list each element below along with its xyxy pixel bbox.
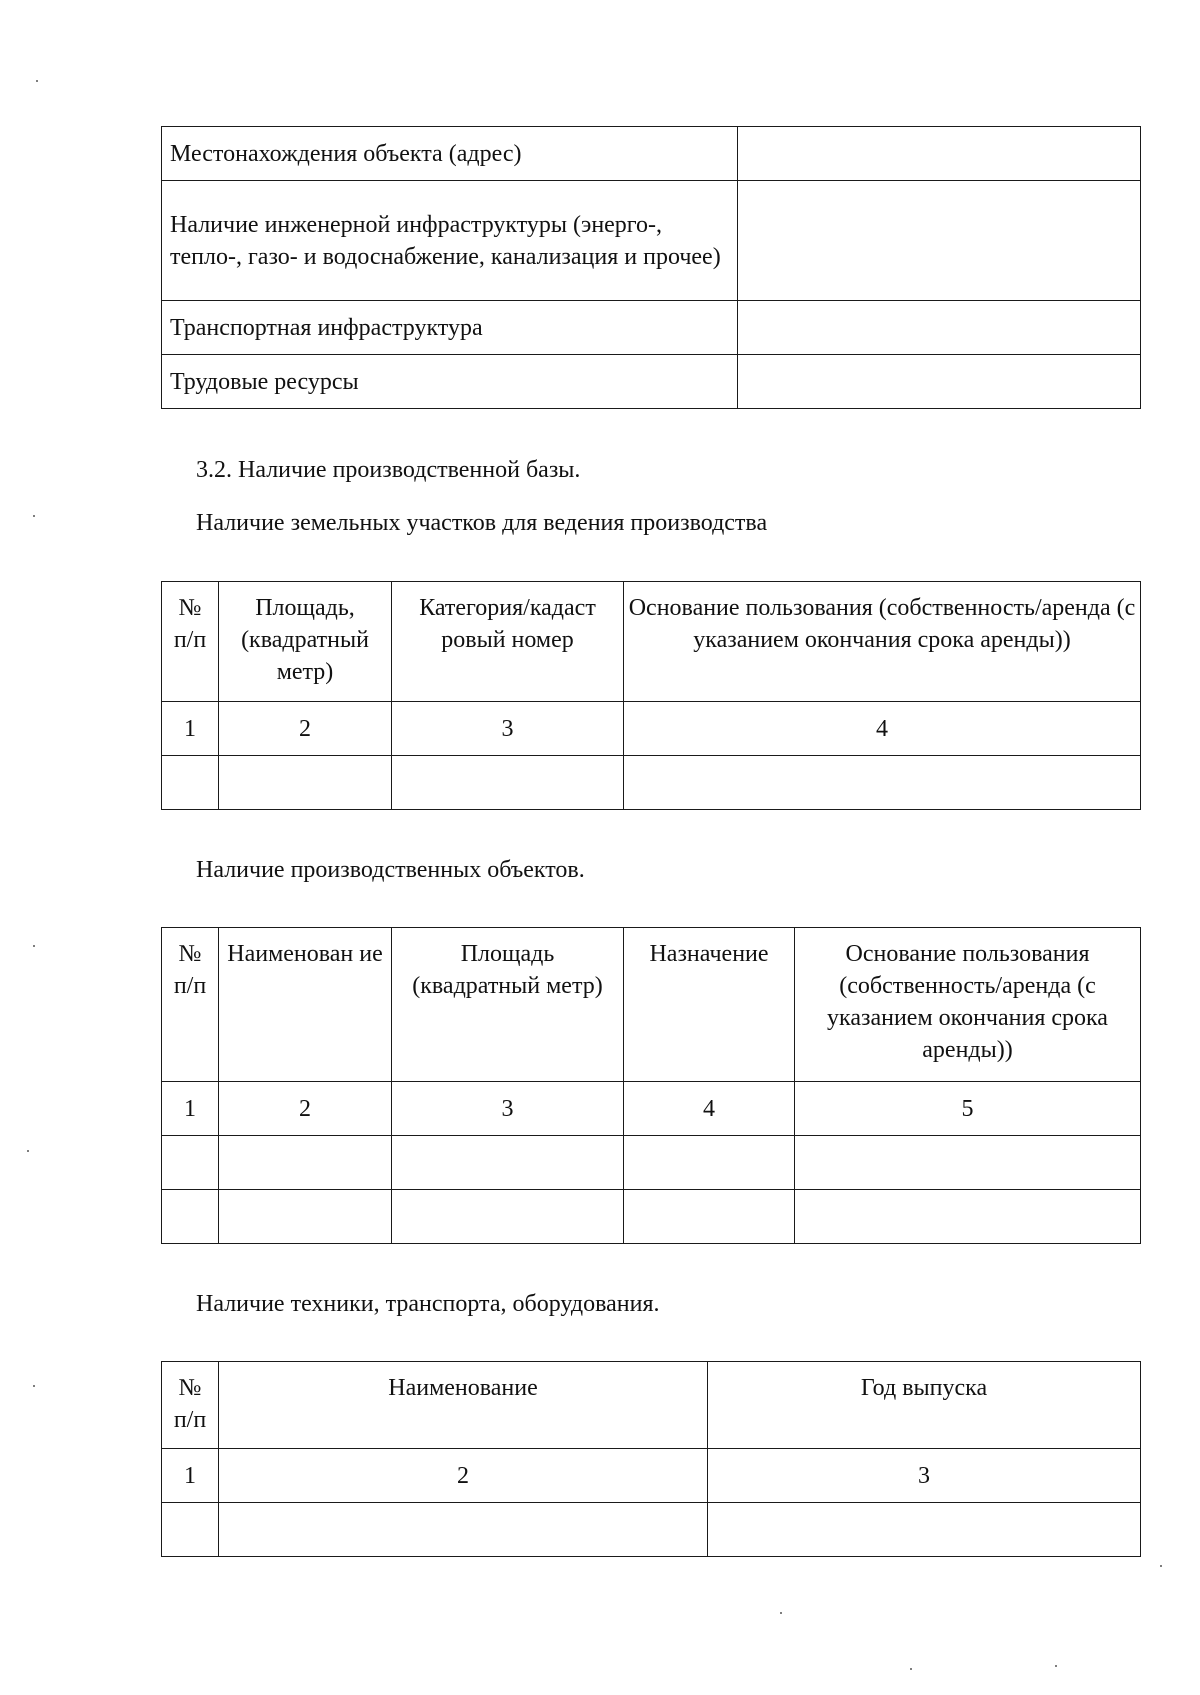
table-row [162,1503,1141,1557]
scan-speck [27,1150,29,1152]
empty-cell [624,1136,795,1190]
column-number: 3 [392,702,624,756]
col-header-area: Площадь (квадратный метр) [392,928,624,1082]
empty-cell [392,1136,624,1190]
table-row [162,1190,1141,1244]
table-row [162,756,1141,810]
table-row [162,1136,1141,1190]
scan-speck [1160,1565,1162,1567]
scan-speck [910,1668,912,1670]
column-number: 1 [162,702,219,756]
empty-cell [795,1190,1141,1244]
col-header-basis: Основание пользования (собственность/аренда (с указанием окончания срока аренды)) [624,582,1141,702]
scan-speck [1055,1665,1057,1667]
location-value [738,127,1141,181]
empty-cell [219,1503,708,1557]
infrastructure-value [738,181,1141,301]
column-number-row [162,1082,1141,1136]
scan-speck [33,945,35,947]
transport-value [738,301,1141,355]
empty-cell [708,1503,1141,1557]
table-row [162,355,1141,409]
empty-cell [219,1190,392,1244]
land-table [161,581,1141,810]
col-header-number: № п/п [162,928,219,1082]
location-table [161,126,1141,409]
column-number: 5 [795,1082,1141,1136]
column-number-row [162,1449,1141,1503]
table-row [162,301,1141,355]
col-header-number: № п/п [162,1362,219,1449]
empty-cell [624,1190,795,1244]
empty-cell [219,756,392,810]
equipment-caption: Наличие техники, транспорта, оборудования. [196,1291,660,1317]
land-caption: Наличие земельных участков для ведения производства [196,510,768,536]
infrastructure-label: Наличие инженерной инфраструктуры (энерго-, тепло-, газо- и водоснабжение, канализация и прочее) [162,181,738,301]
column-number-row [162,702,1141,756]
table-row [162,127,1141,181]
scan-speck [36,80,38,82]
transport-label: Транспортная инфраструктура [162,301,738,355]
table-header-row [162,1362,1141,1449]
labor-label: Трудовые ресурсы [162,355,738,409]
table-row [162,181,1141,301]
scan-speck [33,515,35,517]
objects-caption: Наличие производственных объектов. [196,857,585,883]
column-number: 2 [219,702,392,756]
empty-cell [162,1190,219,1244]
column-number: 1 [162,1449,219,1503]
labor-value [738,355,1141,409]
location-label: Местонахождения объекта (адрес) [162,127,738,181]
col-header-name: Наименован ие [219,928,392,1082]
col-header-category: Категория/кадаст ровый номер [392,582,624,702]
col-header-basis: Основание пользования (собственность/аренда (с указанием окончания срока аренды)) [795,928,1141,1082]
column-number: 4 [624,1082,795,1136]
empty-cell [162,1136,219,1190]
empty-cell [392,756,624,810]
col-header-number: № п/п [162,582,219,702]
equipment-table [161,1361,1141,1557]
column-number: 3 [708,1449,1141,1503]
empty-cell [795,1136,1141,1190]
scan-speck [33,1385,35,1387]
table-header-row [162,582,1141,702]
column-number: 2 [219,1449,708,1503]
objects-table [161,927,1141,1244]
col-header-area: Площадь, (квадратный метр) [219,582,392,702]
col-header-name: Наименование [219,1362,708,1449]
table-header-row [162,928,1141,1082]
scan-speck [780,1612,782,1614]
empty-cell [392,1190,624,1244]
empty-cell [162,1503,219,1557]
empty-cell [219,1136,392,1190]
column-number: 1 [162,1082,219,1136]
column-number: 2 [219,1082,392,1136]
empty-cell [162,756,219,810]
column-number: 4 [624,702,1141,756]
col-header-purpose: Назначение [624,928,795,1082]
col-header-year: Год выпуска [708,1362,1141,1449]
section-heading: 3.2. Наличие производственной базы. [196,457,581,483]
empty-cell [624,756,1141,810]
column-number: 3 [392,1082,624,1136]
